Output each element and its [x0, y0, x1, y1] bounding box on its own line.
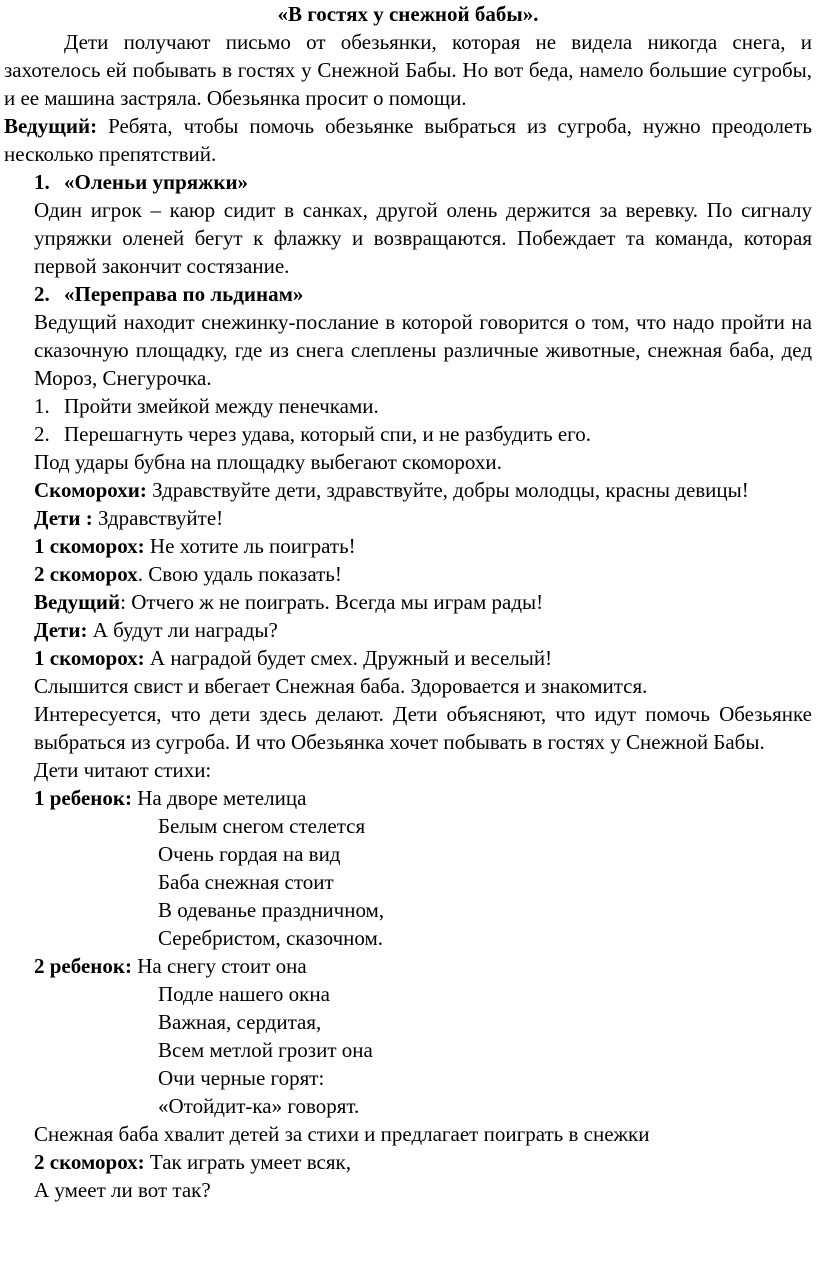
dialogue-line [4, 532, 812, 560]
speech-text: Ребята, чтобы помочь обезьянке выбраться из сугроба, нужно преодолеть несколько препятствий. [4, 114, 812, 166]
poem-line: Белым снегом стелется [158, 814, 366, 838]
narration: Интересуется, что дети здесь делают. Дети объясняют, что идут помочь Обезьянке выбраться из сугроба. И что Обезьянка хочет побывать в гостях у Снежной Бабы. [34, 702, 812, 754]
speaker-label: Ведущий: [4, 114, 98, 138]
section-2-after: Под удары бубна на площадку выбегают скоморохи. [34, 450, 502, 474]
narration: Снежная баба хвалит детей за стихи и предлагает поиграть в снежки [34, 1122, 650, 1146]
narration: Слышится свист и вбегает Снежная баба. Здоровается и знакомится. [34, 674, 648, 698]
speaker-label: 2 скоморох [34, 562, 138, 586]
poem-line: Очень гордая на вид [158, 842, 341, 866]
list-text: Перешагнуть через удава, который спи, и не разбудить его. [64, 422, 592, 446]
speaker-label: 1 ребенок: [34, 786, 132, 810]
poem-1-first-line [4, 784, 812, 812]
section-number: 2. [34, 282, 50, 306]
poem-line: Очи черные горят: [158, 1066, 325, 1090]
list-item [4, 420, 812, 448]
list-number: 2. [34, 422, 50, 446]
speech-text: А будут ли награды? [87, 618, 278, 642]
speaker-label: Ведущий [34, 590, 121, 614]
list-number: 1. [34, 394, 50, 418]
section-title: «Оленьи упряжки» [64, 170, 249, 194]
poem-1-stanza [4, 812, 812, 952]
dialogue-line [4, 616, 812, 644]
narration: Дети читают стихи: [34, 758, 212, 782]
speaker-label: 1 скоморох: [34, 534, 145, 558]
speech-text: : Отчего ж не поиграть. Всегда мы играм рады! [120, 590, 544, 614]
speaker-label: 1 скоморох: [34, 646, 145, 670]
speaker-label: 2 скоморох: [34, 1150, 145, 1174]
host-intro [4, 112, 812, 168]
speaker-label: Скоморохи: [34, 478, 147, 502]
dialogue-line: А умеет ли вот так? [34, 1178, 211, 1202]
list-item [4, 392, 812, 420]
dialogue-line [4, 644, 812, 672]
section-2-heading [4, 280, 812, 308]
poem-line: Подле нашего окна [158, 982, 330, 1006]
poem-2-first-line [4, 952, 812, 980]
poem-line: Важная, сердитая, [158, 1010, 322, 1034]
dialogue-line [4, 588, 812, 616]
speaker-label: Дети : [34, 506, 93, 530]
section-title: «Переправа по льдинам» [64, 282, 304, 306]
poem-line: На снегу стоит она [132, 954, 307, 978]
dialogue-line [4, 560, 812, 588]
speech-text: Так играть умеет всяк, [144, 1150, 351, 1174]
list-text: Пройти змейкой между пенечками. [64, 394, 379, 418]
speaker-label: 2 ребенок: [34, 954, 132, 978]
poem-line: «Отойдит-ка» говорят. [158, 1094, 360, 1118]
poem-2-stanza [4, 980, 812, 1120]
poem-line: На дворе метелица [132, 786, 307, 810]
speaker-label: Дети: [34, 618, 88, 642]
dialogue-line [4, 504, 812, 532]
speech-text: Не хотите ль поиграть! [144, 534, 356, 558]
speech-text: . Свою удаль показать! [137, 562, 342, 586]
poem-line: Серебристом, сказочном. [158, 926, 384, 950]
section-number: 1. [34, 170, 50, 194]
speech-text: А наградой будет смех. Дружный и веселый! [144, 646, 553, 670]
intro-paragraph: Дети получают письмо от обезьянки, которая не видела никогда снега, и захотелось ей побывать в гостях у Снежной Бабы. Но вот беда, намело большие сугробы, и ее машина застряла. Обезьянка просит о помощи. [4, 30, 812, 110]
section-1-heading [4, 168, 812, 196]
poem-line: В одеванье праздничном, [158, 898, 385, 922]
section-2-text: Ведущий находит снежинку-послание в которой говорится о том, что надо пройти на сказочную площадку, где из снега слеплены различные животные, снежная баба, дед Мороз, Снегурочка. [34, 310, 812, 390]
poem-line: Всем метлой грозит она [158, 1038, 373, 1062]
speech-text: Здравствуйте! [92, 506, 224, 530]
dialogue-line [4, 476, 812, 504]
dialogue-line [4, 1148, 812, 1176]
poem-line: Баба снежная стоит [158, 870, 334, 894]
section-1-text: Один игрок – каюр сидит в санках, другой олень держится за веревку. По сигналу упряжки оленей бегут к флажку и возвращаются. Побеждает та команда, которая первой закончит состязание. [34, 198, 812, 278]
speech-text: Здравствуйте дети, здравствуйте, добры молодцы, красны девицы! [146, 478, 749, 502]
document-title: «В гостях у снежной бабы». [277, 2, 539, 26]
